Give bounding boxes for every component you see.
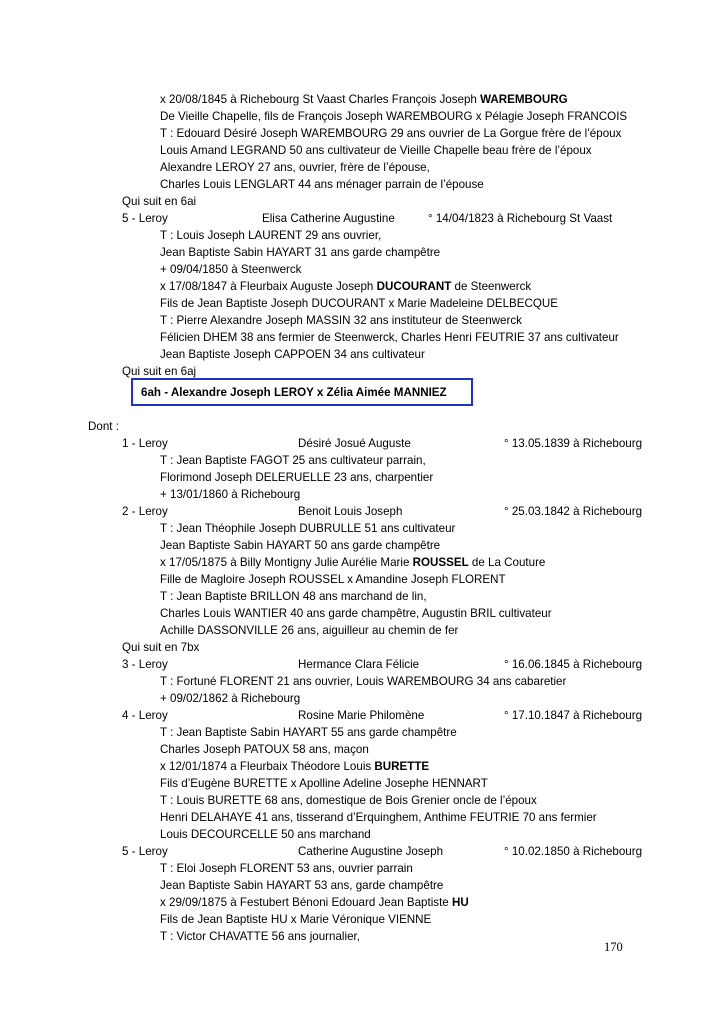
entry-header [0, 503, 724, 520]
follow-reference [0, 639, 724, 656]
record-line [0, 826, 724, 843]
record-text: Jean Baptiste Sabin HAYART 50 ans garde champêtre [160, 539, 441, 552]
follow-reference [0, 193, 724, 210]
entry-number: 5 - Leroy [122, 845, 168, 858]
record-text: x 29/09/1875 à Festubert Bénoni Edouard Jean Baptiste [160, 896, 452, 909]
record-line [0, 159, 724, 176]
record-line [0, 571, 724, 588]
record-line [0, 452, 724, 469]
record-text: T : Jean Baptiste BRILLON 48 ans marchand de lin, [160, 590, 427, 603]
record-line [0, 142, 724, 159]
record-line [0, 312, 724, 329]
entry-name: Benoit Louis Joseph [298, 505, 403, 518]
record-text: Fils d’Eugène BURETTE x Apolline Adeline Josephe HENNART [160, 777, 488, 790]
record-line [0, 537, 724, 554]
record-text: + 09/04/1850 à Steenwerck [160, 263, 302, 276]
entry-header [0, 707, 724, 724]
record-text: Félicien DHEM 38 ans fermier de Steenwerck, Charles Henri FEUTRIE 37 ans cultivateur [160, 331, 619, 344]
record-line [0, 809, 724, 826]
record-line [0, 877, 724, 894]
entry-number: 2 - Leroy [122, 505, 168, 518]
surname-bold: HU [451, 896, 469, 909]
entry-birth: ° 10.02.1850 à Richebourg [504, 845, 643, 858]
record-text: Fille de Magloire Joseph ROUSSEL x Amandine Joseph FLORENT [160, 573, 506, 586]
record-text: De Vieille Chapelle, fils de François Joseph WAREMBOURG x Pélagie Joseph FRANCOIS [160, 110, 628, 123]
record-text: x 12/01/1874 a Fleurbaix Théodore Louis [160, 760, 375, 773]
follow-text: Qui suit en 7bx [122, 641, 200, 654]
record-text: T : Jean Baptiste Sabin HAYART 55 ans garde champêtre [160, 726, 457, 739]
entry-header [0, 435, 724, 452]
record-line [0, 108, 724, 125]
entry-name: Rosine Marie Philomène [298, 709, 425, 722]
record-line [0, 673, 724, 690]
record-text: T : Louis BURETTE 68 ans, domestique de Bois Grenier oncle de l’époux [160, 794, 537, 807]
record-line [0, 860, 724, 877]
entry-birth: ° 17.10.1847 à Richebourg [504, 709, 643, 722]
record-text: Achille DASSONVILLE 26 ans, aiguilleur au chemin de fer [160, 624, 459, 637]
follow-text: Qui suit en 6ai [122, 195, 197, 208]
record-text: T : Jean Baptiste FAGOT 25 ans cultivateur parrain, [160, 454, 426, 467]
record-text: Jean Baptiste Joseph CAPPOEN 34 ans cultivateur [160, 348, 425, 361]
record-line [0, 622, 724, 639]
record-line [0, 741, 724, 758]
record-text: T : Eloi Joseph FLORENT 53 ans, ouvrier parrain [160, 862, 413, 875]
record-text: Louis DECOURCELLE 50 ans marchand [160, 828, 371, 841]
record-text: de Steenwerck [451, 280, 532, 293]
record-text: + 13/01/1860 à Richebourg [160, 488, 301, 501]
surname-bold: ROUSSEL [412, 556, 469, 569]
record-text: Jean Baptiste Sabin HAYART 53 ans, garde champêtre [160, 879, 444, 892]
record-line [0, 176, 724, 193]
record-text: Charles Louis LENGLART 44 ans ménager parrain de l’épouse [160, 178, 484, 191]
record-line [0, 91, 724, 108]
record-text: Charles Joseph PATOUX 58 ans, maçon [160, 743, 369, 756]
record-text: + 09/02/1862 à Richebourg [160, 692, 301, 705]
entry-birth: ° 25.03.1842 à Richebourg [504, 505, 643, 518]
record-text: Jean Baptiste Sabin HAYART 31 ans garde champêtre [160, 246, 441, 259]
entry-name: Catherine Augustine Joseph [298, 845, 444, 858]
record-text: Alexandre LEROY 27 ans, ouvrier, frère de l’épouse, [160, 161, 430, 174]
record-text: Henri DELAHAYE 41 ans, tisserand d’Erquinghem, Anthime FEUTRIE 70 ans fermier [160, 811, 597, 824]
record-line [0, 295, 724, 312]
entry-birth: ° 14/04/1823 à Richebourg St Vaast [428, 212, 613, 225]
record-line [0, 588, 724, 605]
dont-label: Dont : [88, 420, 119, 433]
record-text: Florimond Joseph DELERUELLE 23 ans, charpentier [160, 471, 434, 484]
record-line [0, 724, 724, 741]
entry-number: 5 - Leroy [122, 212, 168, 225]
record-text: x 20/08/1845 à Richebourg St Vaast Charles François Joseph [160, 93, 481, 106]
entry-header [0, 843, 724, 860]
record-line [0, 469, 724, 486]
record-text: Fils de Jean Baptiste HU x Marie Véronique VIENNE [160, 913, 432, 926]
record-text: Louis Amand LEGRAND 50 ans cultivateur de Vieille Chapelle beau frère de l’époux [160, 144, 592, 157]
record-line [0, 278, 724, 295]
record-line [0, 520, 724, 537]
children-intro [0, 418, 724, 435]
record-text: de La Couture [468, 556, 546, 569]
entry-number: 4 - Leroy [122, 709, 168, 722]
record-text: T : Louis Joseph LAURENT 29 ans ouvrier, [160, 229, 382, 242]
record-line [0, 605, 724, 622]
record-text: T : Fortuné FLORENT 21 ans ouvrier, Louis WAREMBOURG 34 ans cabaretier [160, 675, 567, 688]
record-text: T : Jean Théophile Joseph DUBRULLE 51 ans cultivateur [160, 522, 456, 535]
record-line [0, 125, 724, 142]
entry-header [0, 656, 724, 673]
record-line [0, 894, 724, 911]
record-line [0, 775, 724, 792]
record-line [0, 911, 724, 928]
record-line [0, 690, 724, 707]
record-text: x 17/08/1847 à Fleurbaix Auguste Joseph [160, 280, 377, 293]
page-number: 170 [604, 940, 623, 954]
record-line [0, 346, 724, 363]
record-text: x 17/05/1875 à Billy Montigny Julie Aurélie Marie [160, 556, 413, 569]
entry-number: 1 - Leroy [122, 437, 168, 450]
record-line [0, 227, 724, 244]
record-line [0, 554, 724, 571]
record-line [0, 261, 724, 278]
entry-birth: ° 16.06.1845 à Richebourg [504, 658, 643, 671]
surname-bold: WAREMBOURG [480, 93, 568, 106]
entry-name: Hermance Clara Félicie [298, 658, 420, 671]
record-text: T : Pierre Alexandre Joseph MASSIN 32 ans instituteur de Steenwerck [160, 314, 522, 327]
record-line [0, 486, 724, 503]
entry-birth: ° 13.05.1839 à Richebourg [504, 437, 643, 450]
surname-bold: DUCOURANT [376, 280, 452, 293]
follow-text: Qui suit en 6aj [122, 365, 197, 378]
record-text: Fils de Jean Baptiste Joseph DUCOURANT x Marie Madeleine DELBECQUE [160, 297, 558, 310]
entry-number: 3 - Leroy [122, 658, 168, 671]
record-text: Charles Louis WANTIER 40 ans garde champêtre, Augustin BRIL cultivateur [160, 607, 552, 620]
record-line [0, 329, 724, 346]
record-line [0, 792, 724, 809]
entry-header [0, 210, 724, 227]
section-title: 6ah - Alexandre Joseph LEROY x Zélia Aimée MANNIEZ [141, 386, 447, 399]
entry-name: Elisa Catherine Augustine [262, 212, 395, 225]
surname-bold: BURETTE [374, 760, 430, 773]
record-text: T : Edouard Désiré Joseph WAREMBOURG 29 ans ouvrier de La Gorgue frère de l’époux [160, 127, 622, 140]
record-text: T : Victor CHAVATTE 56 ans journalier, [160, 930, 360, 943]
entry-name: Désiré Josué Auguste [298, 437, 411, 450]
record-line [0, 244, 724, 261]
record-line [0, 758, 724, 775]
